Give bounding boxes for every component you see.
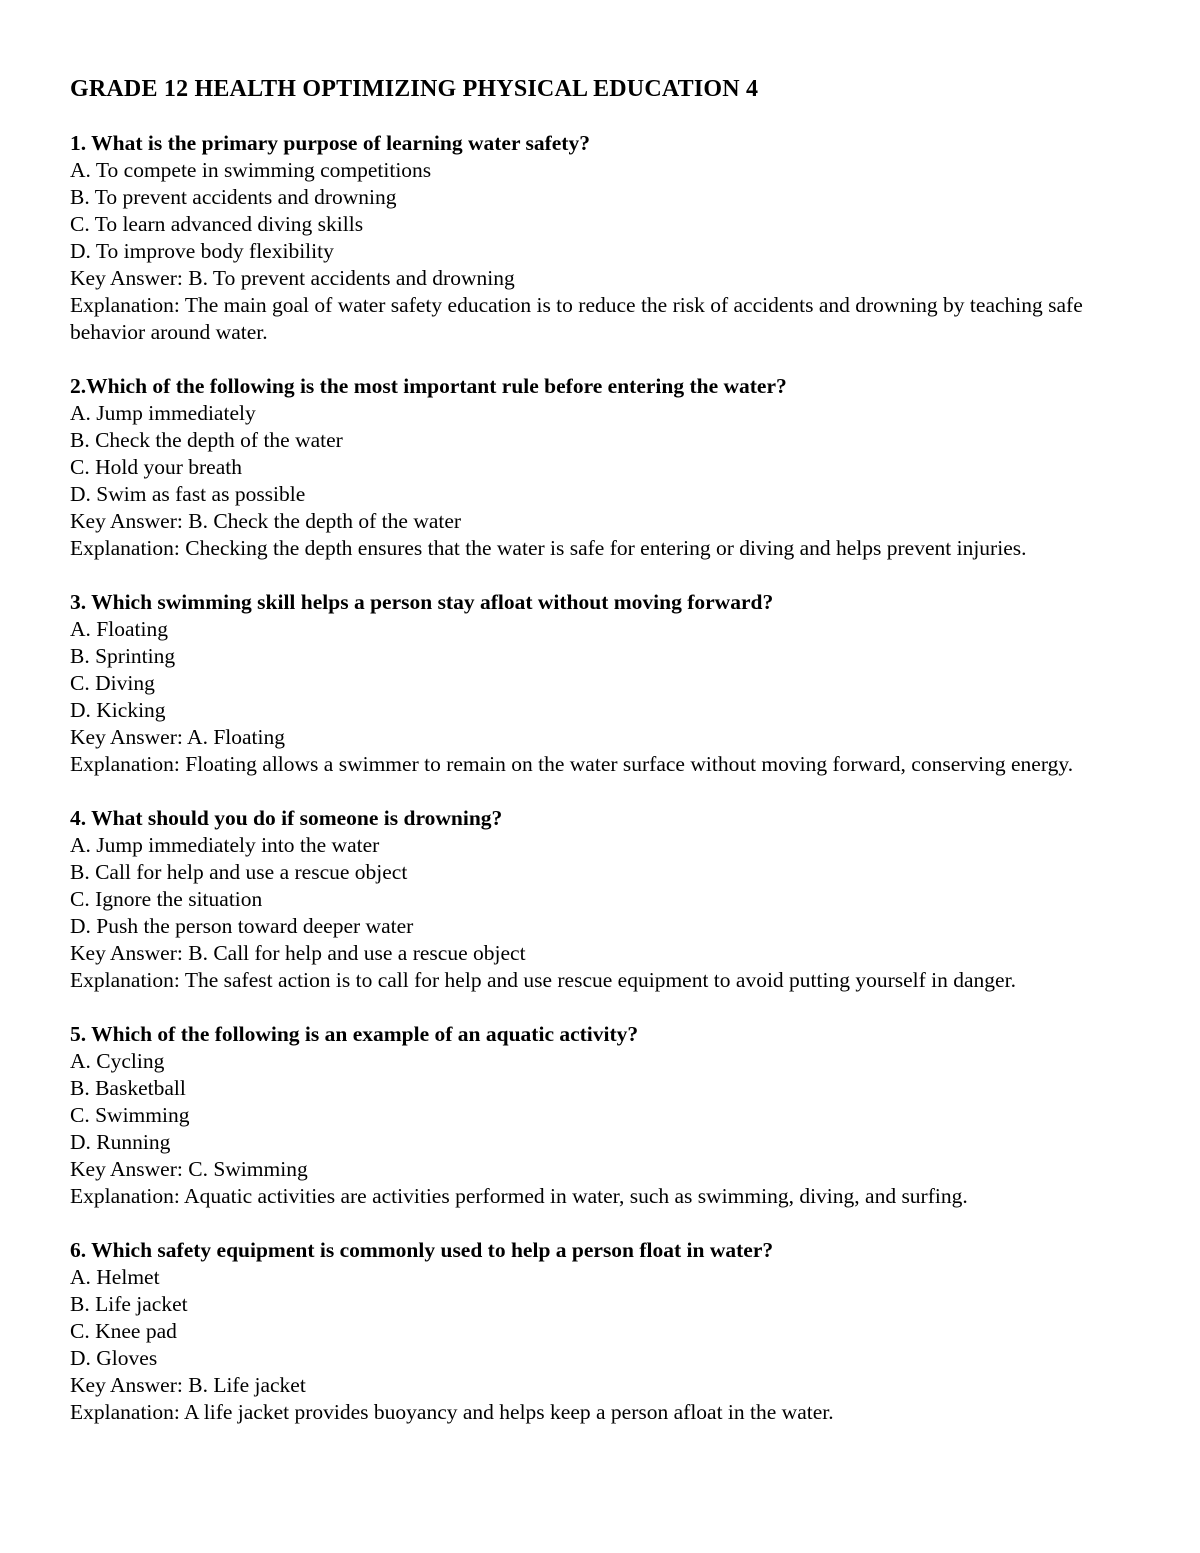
question-block-5: [70, 1021, 1160, 1210]
explanation: Explanation: A life jacket provides buoyancy and helps keep a person afloat in the water.: [70, 1400, 834, 1424]
option-c: C. Diving: [70, 671, 155, 695]
document-title: GRADE 12 HEALTH OPTIMIZING PHYSICAL EDUCATION 4: [70, 76, 759, 102]
option-a: A. Floating: [70, 617, 168, 641]
option-a: A. Helmet: [70, 1265, 160, 1289]
option-c: C. To learn advanced diving skills: [70, 212, 364, 236]
explanation: Explanation: Floating allows a swimmer to remain on the water surface without moving forward, conserving energy.: [70, 752, 1074, 776]
question-text: 1. What is the primary purpose of learning water safety?: [70, 131, 590, 155]
explanation: Explanation: Checking the depth ensures that the water is safe for entering or diving and helps prevent injuries.: [70, 536, 1027, 560]
question-text: 5. Which of the following is an example of an aquatic activity?: [70, 1022, 639, 1046]
option-b: B. Life jacket: [70, 1292, 188, 1316]
option-a: A. Cycling: [70, 1049, 165, 1073]
key-answer: Key Answer: B. Call for help and use a rescue object: [70, 941, 526, 965]
option-d: D. Push the person toward deeper water: [70, 914, 414, 938]
explanation: Explanation: Aquatic activities are activities performed in water, such as swimming, diving, and surfing.: [70, 1184, 968, 1208]
document-page: [70, 76, 1160, 1453]
option-a: A. Jump immediately into the water: [70, 833, 380, 857]
key-answer: Key Answer: C. Swimming: [70, 1157, 308, 1181]
question-text: 2.Which of the following is the most important rule before entering the water?: [70, 374, 787, 398]
key-answer: Key Answer: B. Life jacket: [70, 1373, 306, 1397]
option-b: B. Call for help and use a rescue object: [70, 860, 408, 884]
option-a: A. To compete in swimming competitions: [70, 158, 432, 182]
option-b: B. Sprinting: [70, 644, 176, 668]
question-block-2: [70, 373, 1160, 562]
option-a: A. Jump immediately: [70, 401, 256, 425]
key-answer: Key Answer: B. Check the depth of the water: [70, 509, 462, 533]
question-text: 4. What should you do if someone is drowning?: [70, 806, 503, 830]
option-d: D. Running: [70, 1130, 171, 1154]
option-d: D. Kicking: [70, 698, 166, 722]
option-b: B. Basketball: [70, 1076, 186, 1100]
question-block-1: [70, 130, 1160, 346]
key-answer: Key Answer: A. Floating: [70, 725, 285, 749]
explanation: Explanation: The main goal of water safety education is to reduce the risk of accidents and drowning by teaching safe behavior around water.: [70, 293, 1083, 344]
question-block-4: [70, 805, 1160, 994]
option-c: C. Hold your breath: [70, 455, 242, 479]
question-text: 3. Which swimming skill helps a person stay afloat without moving forward?: [70, 590, 774, 614]
question-block-6: [70, 1237, 1160, 1426]
explanation: Explanation: The safest action is to call for help and use rescue equipment to avoid putting yourself in danger.: [70, 968, 1016, 992]
question-block-3: [70, 589, 1160, 778]
option-c: C. Swimming: [70, 1103, 190, 1127]
option-c: C. Ignore the situation: [70, 887, 263, 911]
option-d: D. Gloves: [70, 1346, 158, 1370]
option-d: D. Swim as fast as possible: [70, 482, 306, 506]
option-c: C. Knee pad: [70, 1319, 177, 1343]
key-answer: Key Answer: B. To prevent accidents and drowning: [70, 266, 515, 290]
option-d: D. To improve body flexibility: [70, 239, 334, 263]
option-b: B. To prevent accidents and drowning: [70, 185, 397, 209]
option-b: B. Check the depth of the water: [70, 428, 343, 452]
question-text: 6. Which safety equipment is commonly used to help a person float in water?: [70, 1238, 774, 1262]
